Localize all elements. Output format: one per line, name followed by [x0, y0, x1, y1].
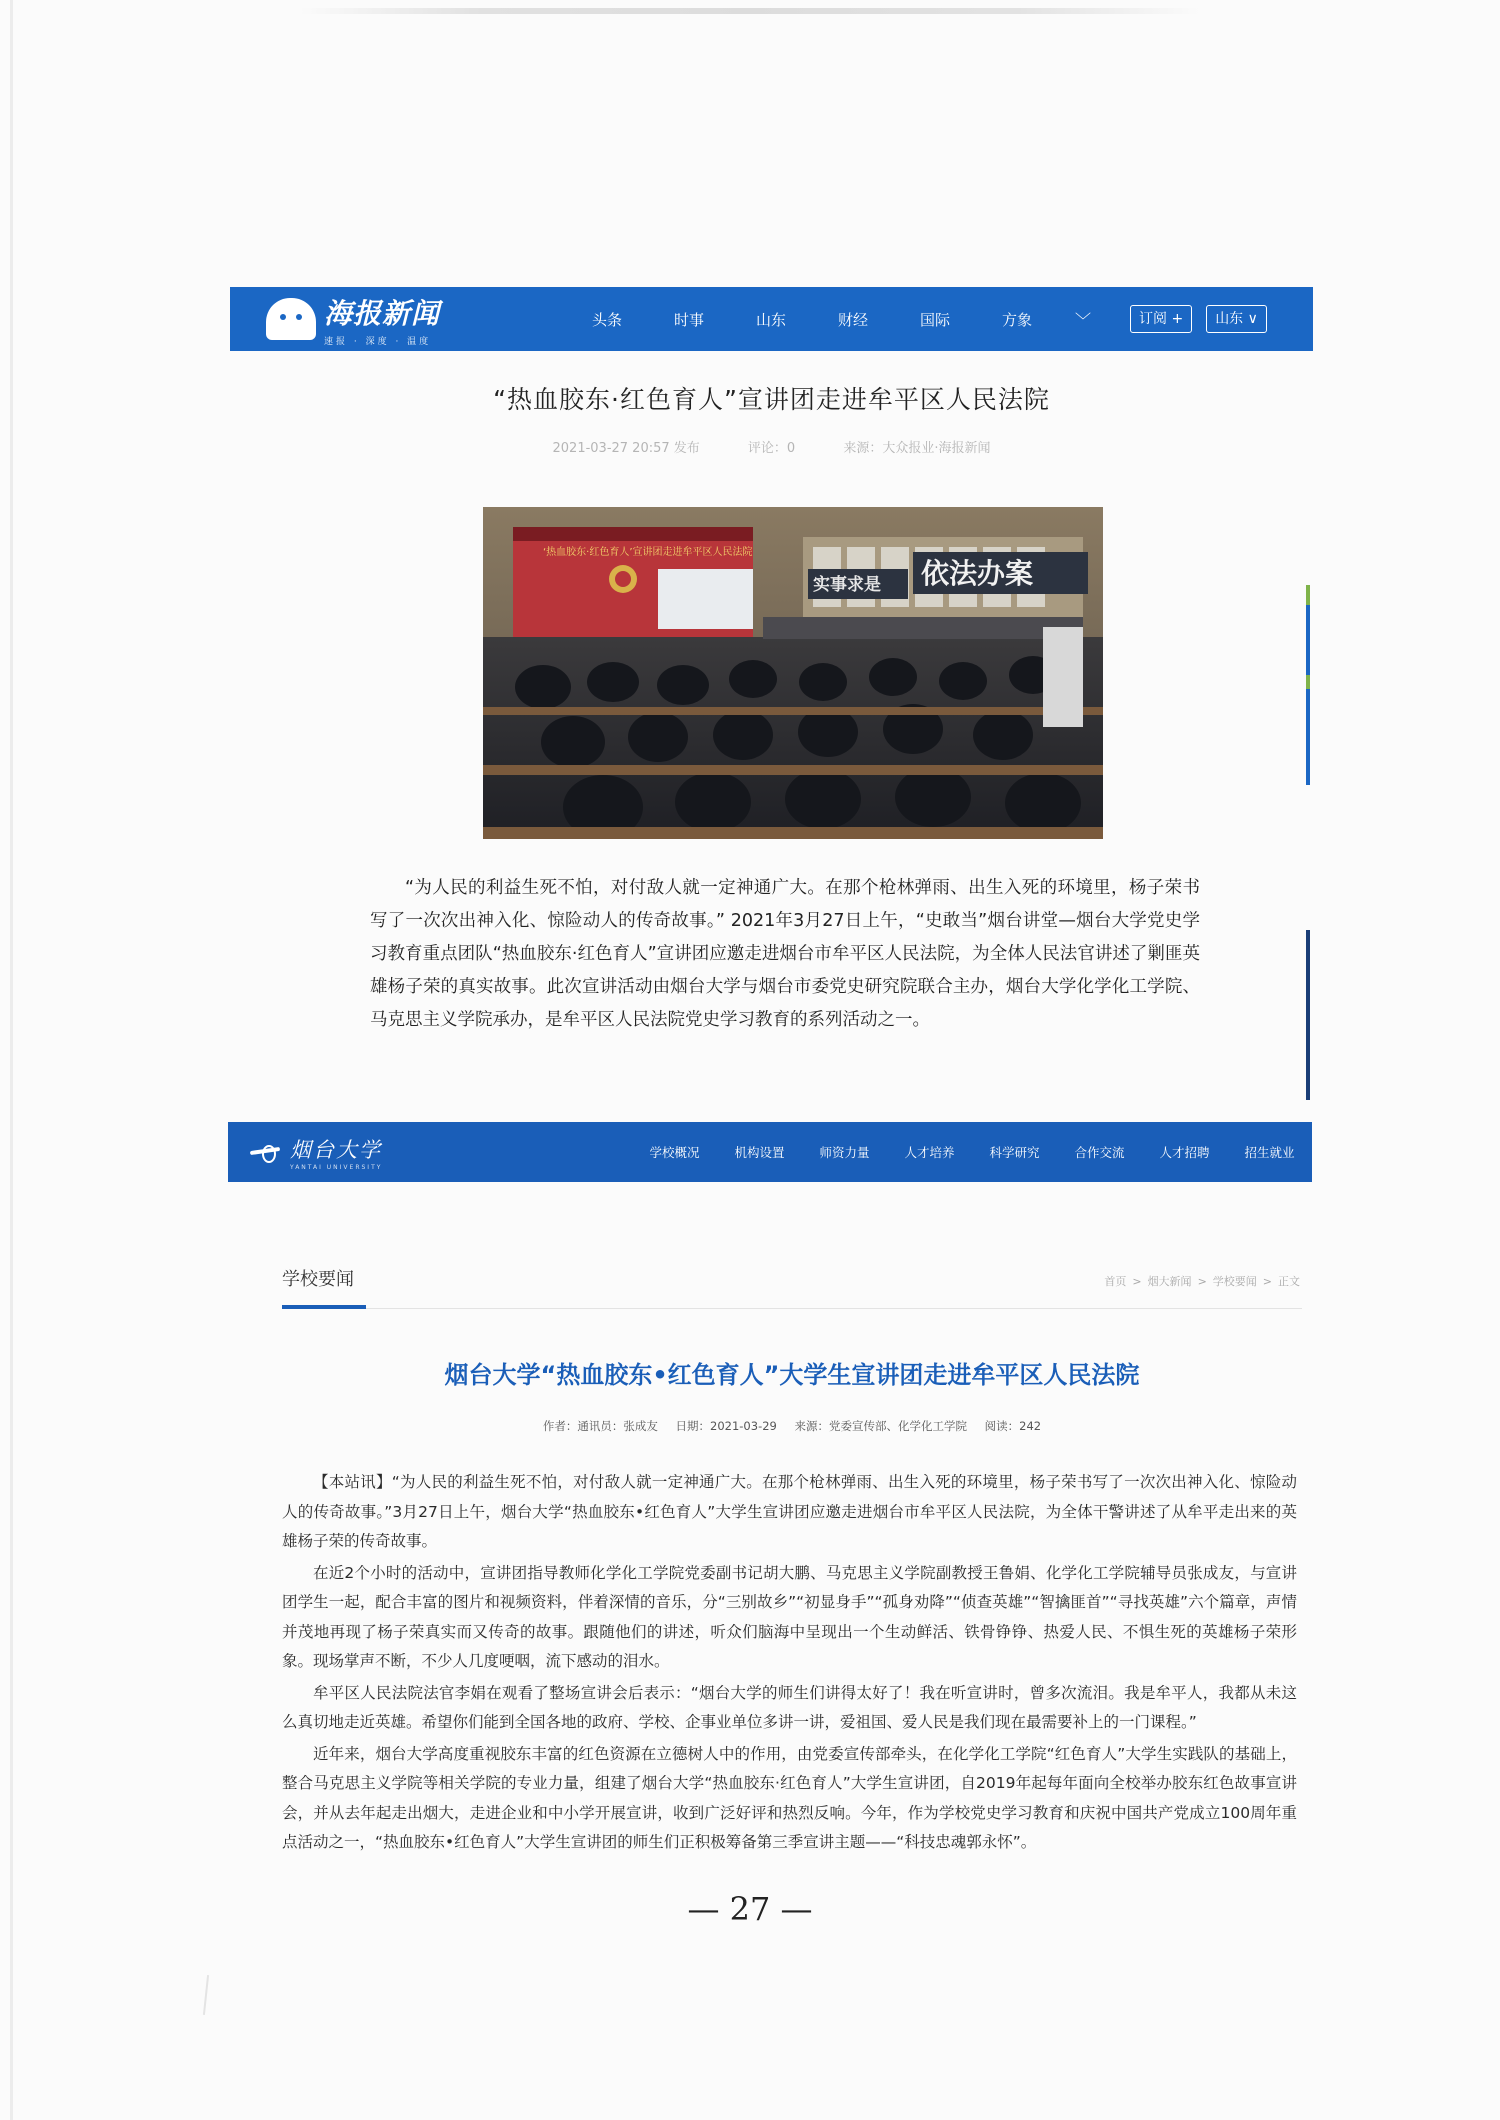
article-date: 日期：2021-03-29: [675, 1419, 777, 1433]
scan-artifact-top: [300, 8, 1200, 14]
haibao-logo[interactable]: [266, 292, 516, 347]
courtroom-photo: [483, 507, 1103, 839]
breadcrumb-item[interactable]: 首页: [1104, 1275, 1127, 1288]
courtroom-photo-illustration: [483, 507, 1103, 839]
breadcrumb-separator: >: [1197, 1275, 1207, 1288]
scrollbar[interactable]: [1306, 585, 1310, 785]
breadcrumb-item: 正文: [1278, 1275, 1300, 1288]
breadcrumb-separator: >: [1132, 1275, 1142, 1288]
ytu-header: [228, 1122, 1312, 1182]
page-number: — 27 —: [687, 1890, 813, 1928]
section-divider: [282, 1308, 1302, 1309]
haibao-nav-item[interactable]: 国际: [919, 310, 950, 329]
ytu-nav-item[interactable]: 人才培养: [904, 1145, 955, 1160]
haibao-header: [230, 287, 1313, 351]
haibao-nav: [566, 308, 1108, 331]
article-paragraph: 近年来，烟台大学高度重视胶东丰富的红色资源在立德树人中的作用，由党委宣传部牵头，在化学化工学院“红色育人”大学生实践队的基础上，整合马克思主义学院等相关学院的专业力量，组建了烟台大学“热血胶东·红色育人”大学生宣讲团，自2019年起每年面向全校举办胶东红色故事宣讲会，并从去年起走出烟大，走进企业和中小学开展宣讲，收到广泛好评和热烈反响。今年，作为学校党史学习教育和庆祝中国共产党成立100周年重点活动之一，“热血胶东•红色育人”大学生宣讲团的师生们正积极筹备第三季宣讲主题——“科技忠魂郭永怀”。: [282, 1744, 1297, 1851]
region-select[interactable]: 山东 ∨: [1206, 305, 1267, 333]
section-label[interactable]: 学校要闻: [282, 1269, 354, 1290]
haibao-article-title: “热血胶东·红色育人”宣讲团走进牟平区人民法院: [493, 385, 1050, 414]
ytu-logo-en: YANTAI UNIVERSITY: [290, 1163, 383, 1171]
haibao-article-meta: [230, 437, 1313, 456]
ytu-article-meta: [282, 1418, 1302, 1434]
scan-artifact-left-edge: [10, 0, 13, 2120]
banner-text: ‘热血胶东·红色育人’宣讲团走进牟平区人民法院: [543, 547, 753, 558]
ytu-logo-name: 烟台大学: [290, 1137, 382, 1162]
article-paragraph: 在近2个小时的活动中，宣讲团指导教师化学化工学院党委副书记胡大鹏、马克思主义学院副教授王鲁娟、化学化工学院辅导员张成友，与宣讲团学生一起，配合丰富的图片和视频资料，伴着深情的音乐，分“三别故乡”“初显身手”“孤身劝降”“侦查英雄”“智擒匪首”“寻找英雄”六个篇章，声情并茂地再现了杨子荣真实而又传奇的故事。跟随他们的讲述，听众们脑海中呈现出一个生动鲜活、铁骨铮铮、热爱人民、不惧生死的英雄杨子荣形象。现场掌声不断，不少人几度哽咽，流下感动的泪水。: [282, 1563, 1297, 1670]
article-paragraph: 【本站讯】“为人民的利益生死不怕，对付敌人就一定神通广大。在那个枪林弹雨、出生入死的环境里，杨子荣书写了一次次出神入化、惊险动人的传奇故事。”3月27日上午，烟台大学“热血胶东•红色育人”大学生宣讲团应邀走进烟台市牟平区人民法院，为全体干警讲述了从牟平走出来的英雄杨子荣的传奇故事。: [282, 1473, 1297, 1550]
article-source: 来源：党委宣传部、化学化工学院: [794, 1419, 968, 1433]
haibao-nav-item[interactable]: 时事: [673, 310, 704, 329]
breadcrumb-item[interactable]: 学校要闻: [1212, 1275, 1257, 1288]
scan-artifact-mark: [203, 1975, 209, 2015]
haibao-logo-name: 海报新闻: [324, 296, 441, 330]
comment-count[interactable]: 评论：0: [747, 441, 796, 456]
scrollbar-thumb[interactable]: [1306, 930, 1310, 1100]
ytu-nav-item[interactable]: 人才招聘: [1159, 1145, 1210, 1160]
breadcrumb-separator: >: [1262, 1275, 1272, 1288]
ytu-nav: [632, 1143, 1312, 1161]
ytu-nav-item[interactable]: 机构设置: [734, 1145, 785, 1160]
ytu-logo[interactable]: [250, 1134, 587, 1171]
publish-time: 2021-03-27 20:57 发布: [552, 441, 700, 456]
ytu-nav-item[interactable]: 师资力量: [819, 1145, 870, 1160]
breadcrumb-item[interactable]: 烟大新闻: [1147, 1275, 1192, 1288]
sign-right: 依法办案: [921, 557, 1034, 590]
haibao-article-paragraph: “为人民的利益生死不怕，对付敌人就一定神通广大。在那个枪林弹雨、出生入死的环境里，杨子荣书写了一次次出神入化、惊险动人的传奇故事。” 2021年3月27日上午，“史敢当”烟台讲堂—烟台大学党史学习教育重点团队“热血胶东·红色育人”宣讲团应邀走进烟台市牟平区人民法院，为全体人民法官讲述了剿匪英雄杨子荣的真实故事。此次宣讲活动由烟台大学与烟台市委党史研究院联合主办，烟台大学化学化工学院、马克思主义学院承办，是牟平区人民法院党史学习教育的系列活动之一。: [370, 878, 1200, 1030]
subscribe-button[interactable]: 订阅 +: [1130, 305, 1192, 333]
ytu-nav-item[interactable]: 招生就业: [1244, 1145, 1295, 1160]
haibao-logo-slogan: 速报 · 深度 · 温度: [324, 336, 432, 347]
chevron-down-icon[interactable]: ﹀: [1074, 310, 1091, 330]
haibao-nav-item[interactable]: 方象: [1001, 310, 1032, 329]
ytu-emblem-icon: [250, 1141, 284, 1163]
seal-logo-icon: [266, 298, 316, 340]
ytu-article-title: 烟台大学“热血胶东•红色育人”大学生宣讲团走进牟平区人民法院: [444, 1361, 1140, 1389]
article-author: 作者：通讯员：张成友: [542, 1419, 658, 1433]
ytu-nav-item[interactable]: 科学研究: [989, 1145, 1040, 1160]
haibao-nav-item[interactable]: 财经: [837, 310, 868, 329]
breadcrumb: [900, 1273, 1300, 1289]
sign-left: 实事求是: [813, 575, 881, 595]
article-paragraph: 牟平区人民法院法官李娟在观看了整场宣讲会后表示：“烟台大学的师生们讲得太好了！我在听宣讲时，曾多次流泪。我是牟平人，我都从未这么真切地走近英雄。希望你们能到全国各地的政府、学校、企事业单位多讲一讲，爱祖国、爱人民是我们现在最需要补上的一门课程。”: [282, 1683, 1297, 1731]
haibao-nav-item[interactable]: 头条: [591, 310, 622, 329]
ytu-nav-item[interactable]: 合作交流: [1074, 1145, 1125, 1160]
ytu-article-body: [282, 1468, 1297, 1858]
ytu-nav-item[interactable]: 学校概况: [649, 1145, 700, 1160]
section-label-underline: [282, 1305, 366, 1309]
haibao-nav-item[interactable]: 山东: [755, 310, 786, 329]
read-count: 阅读：242: [984, 1419, 1042, 1433]
article-source: 来源：大众报业·海报新闻: [843, 441, 991, 456]
